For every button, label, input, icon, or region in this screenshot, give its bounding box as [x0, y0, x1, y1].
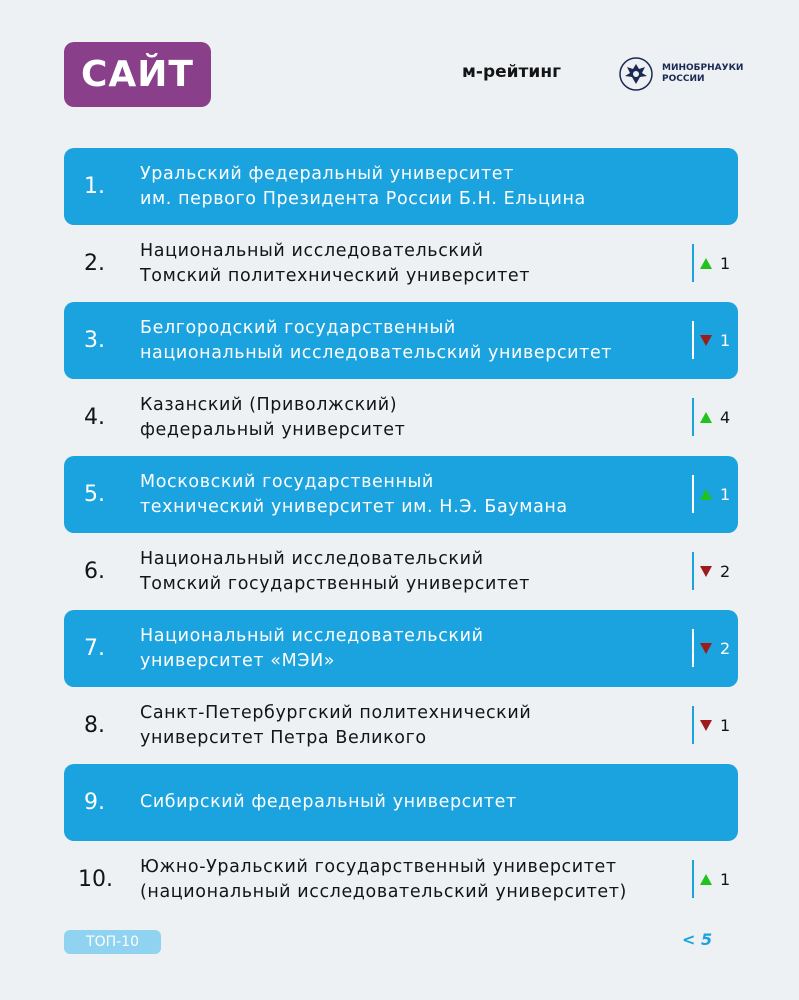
ranking-row	[64, 456, 738, 533]
university-name-line1: Сибирский федеральный университет	[140, 792, 517, 812]
ministry-name-line1: МИНОБРНАУКИ	[662, 63, 744, 73]
ranking-row	[64, 148, 738, 225]
rank-change	[692, 475, 730, 513]
rank-change	[692, 706, 730, 744]
ranking-row	[64, 764, 738, 841]
rank-number: 5.	[84, 482, 105, 507]
ranking-row	[64, 687, 738, 764]
university-name	[140, 316, 668, 366]
university-name	[140, 162, 668, 212]
university-name	[140, 701, 668, 751]
university-name-line2: национальный исследовательский университет	[140, 342, 613, 363]
rank-change-value: 4	[720, 407, 731, 427]
university-name-line1: Южно-Уральский государственный университет	[140, 856, 617, 877]
rank-number: 8.	[84, 713, 105, 738]
page-indicator[interactable]: < 5	[682, 930, 713, 949]
rank-change	[692, 860, 730, 898]
university-name-line2: федеральный университет	[140, 419, 406, 440]
university-name-line1: Национальный исследовательский	[140, 548, 484, 569]
university-name-line2: технический университет им. Н.Э. Баумана	[140, 496, 568, 517]
site-logo: САЙТ	[64, 42, 211, 107]
rating-brand: м-рейтинг	[462, 62, 561, 82]
arrow-down-icon	[700, 720, 712, 731]
rank-change-value: 2	[720, 638, 731, 658]
arrow-down-icon	[700, 643, 712, 654]
university-name-line1: Московский государственный	[140, 471, 434, 492]
university-name-line2: им. первого Президента России Б.Н. Ельцина	[140, 188, 586, 209]
university-name-line1: Белгородский государственный	[140, 317, 456, 338]
university-name-line2: университет Петра Великого	[140, 727, 427, 748]
university-name-line2: университет «МЭИ»	[140, 650, 336, 671]
university-name-line1: Уральский федеральный университет	[140, 163, 514, 184]
university-name	[140, 470, 668, 520]
ministry-logo	[618, 56, 743, 92]
arrow-up-icon	[700, 258, 712, 269]
university-name-line2: (национальный исследовательский университет)	[140, 881, 627, 902]
rank-number: 1.	[84, 174, 105, 199]
rank-number: 4.	[84, 405, 105, 430]
university-name	[140, 624, 668, 674]
university-name	[140, 239, 668, 289]
university-name-line1: Казанский (Приволжский)	[140, 394, 398, 415]
rank-number: 9.	[84, 790, 105, 815]
rank-change	[692, 321, 730, 359]
rank-change	[692, 629, 730, 667]
university-name-line1: Санкт-Петербургский политехнический	[140, 702, 532, 723]
ranking-row	[64, 610, 738, 687]
university-name-line2: Томский государственный университет	[140, 573, 530, 594]
rank-number: 7.	[84, 636, 105, 661]
ranking-row	[64, 302, 738, 379]
arrow-up-icon	[700, 489, 712, 500]
ranking-row	[64, 379, 738, 456]
arrow-down-icon	[700, 566, 712, 577]
arrow-up-icon	[700, 874, 712, 885]
rank-change-value: 1	[720, 253, 731, 273]
eagle-emblem-icon	[618, 56, 654, 92]
university-name	[140, 855, 668, 905]
ranking-row	[64, 225, 738, 302]
rank-change	[692, 398, 730, 436]
arrow-up-icon	[700, 412, 712, 423]
rank-change-value: 1	[720, 330, 731, 350]
ranking-row	[64, 533, 738, 610]
rank-number: 3.	[84, 328, 105, 353]
rank-change-value: 1	[720, 484, 731, 504]
university-name-line1: Национальный исследовательский	[140, 625, 484, 646]
university-name	[140, 790, 668, 815]
rank-change-value: 1	[720, 715, 731, 735]
top-10-tag: ТОП-10	[64, 930, 161, 954]
ranking-list	[64, 148, 738, 918]
university-name	[140, 393, 668, 443]
university-name-line1: Национальный исследовательский	[140, 240, 484, 261]
rank-number: 2.	[84, 251, 105, 276]
ranking-row	[64, 841, 738, 918]
rank-change-value: 2	[720, 561, 731, 581]
ministry-name-line2: РОССИИ	[662, 74, 705, 84]
rank-change	[692, 552, 730, 590]
rank-number: 6.	[84, 559, 105, 584]
rank-number: 10.	[78, 867, 113, 892]
rank-change-value: 1	[720, 869, 731, 889]
arrow-down-icon	[700, 335, 712, 346]
university-name	[140, 547, 668, 597]
rank-change	[692, 244, 730, 282]
university-name-line2: Томский политехнический университет	[140, 265, 531, 286]
